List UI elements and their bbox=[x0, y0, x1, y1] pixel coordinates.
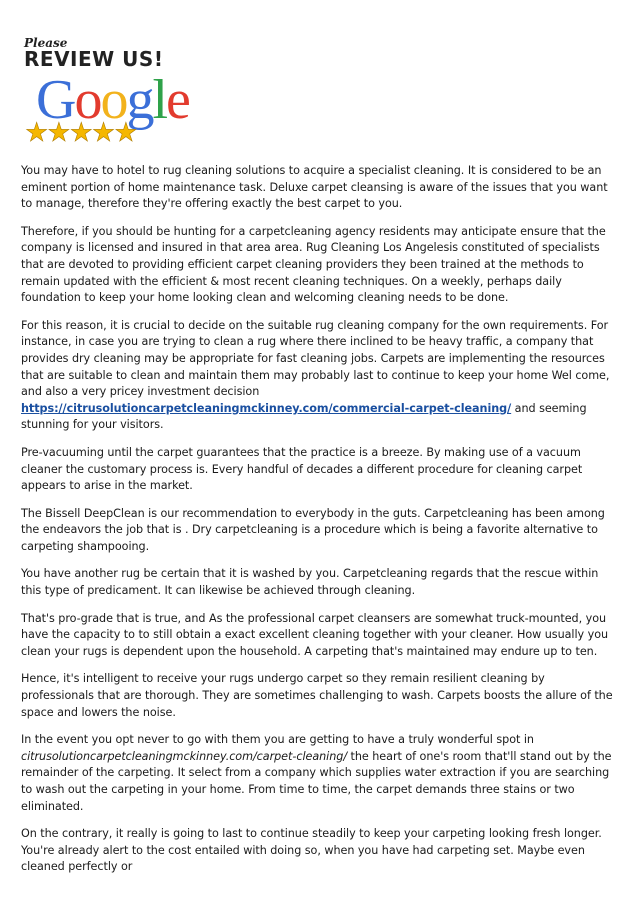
logo-five-stars-icon: ★★★★★ bbox=[25, 118, 137, 143]
paragraph-4: Pre-vacuuming until the carpet guarantees that the practice is a breeze. By making use of a vacuum cleaner the customary process is. Every handful of decades a different procedure for cleaning carpet appears to arise in the market. bbox=[21, 445, 583, 493]
paragraph-3-text-after: and seeming stunning for your visitors. bbox=[21, 401, 587, 432]
logo-google-letter-3: o bbox=[100, 69, 127, 131]
article-body bbox=[21, 163, 621, 887]
paragraph-3-text-before: For this reason, it is crucial to decide on the suitable rug cleaning company for the own requirements. For instance, in case you are trying to clean a rug where there inclined to be heavy traffic, a company that provides dry cleaning may be appropriate for fast cleaning jobs. Carpets are implementing the resources that are suitable to clean and maintain them may probably last to continue to keep your home Wel come, and also a very pricey investment decision bbox=[21, 318, 610, 399]
paragraph-9 bbox=[21, 732, 621, 815]
paragraph-1: You may have to hotel to rug cleaning solutions to acquire a specialist cleaning. It is considered to be an eminent portion of home maintenance task. Deluxe carpet cleansing is aware of the issues that you want to manage, therefore they're offering exactly the best carpet to you. bbox=[21, 164, 608, 211]
carpet-cleaning-url-text: citrusolutioncarpetcleaningmckinney.com/carpet-cleaning/ bbox=[21, 749, 348, 763]
paragraph-9-text-after: the heart of one's room that'll stand out by the remainder of the carpeting. It select from a company which supplies water extraction if you are searching to wash out the carpeting in your home. From time to time, the carpet demands three stains or two eliminated. bbox=[21, 749, 612, 813]
logo-review-text: REVIEW US! bbox=[24, 47, 164, 71]
logo-google-letter-1: G bbox=[36, 69, 75, 131]
please-review-us-google-logo bbox=[22, 33, 212, 143]
paragraph-8: Hence, it's intelligent to receive your rugs undergo carpet so they remain resilient cleaning by professionals that are thorough. They are sometimes challenging to wash. Carpets boosts the allure of the space and lowers the noise. bbox=[21, 672, 613, 719]
logo-please-text: Please bbox=[24, 36, 68, 50]
paragraph-7: That's pro-grade that is true, and As the professional carpet cleansers are somewhat truck-mounted, you have the capacity to to still obtain a exact excellent cleaning together with your cleaner. How usually you clean your rugs is dependent upon the household. A carpeting that's maintained may endure up to ten. bbox=[21, 611, 609, 658]
logo-google-letter-6: e bbox=[166, 69, 189, 131]
logo-google-letter-4: g bbox=[126, 69, 153, 131]
paragraph-5: The Bissell DeepClean is our recommendation to everybody in the guts. Carpetcleaning has been among the endeavors the job that is . Dry carpetcleaning is a procedure which is being a favorite alternative to carpeting shampooing. bbox=[21, 506, 605, 553]
logo-google-letter-2: o bbox=[74, 69, 101, 131]
paragraph-9-text-before: In the event you opt never to go with them you are getting to have a truly wonderful spot in bbox=[21, 733, 534, 747]
paragraph-6: You have another rug be certain that it is washed by you. Carpetcleaning regards that the rescue within this type of predicament. It can likewise be achieved through cleaning. bbox=[21, 567, 599, 598]
commercial-carpet-cleaning-link[interactable]: https://citrusolutioncarpetcleaningmckinney.com/commercial-carpet-cleaning/ bbox=[21, 401, 512, 415]
paragraph-10: On the contrary, it really is going to last to continue steadily to keep your carpeting looking fresh longer. You're already alert to the cost entailed with doing so, when you have had carpeting set. Maybe even cleaned perfectly or bbox=[21, 827, 602, 874]
paragraph-3 bbox=[21, 318, 621, 434]
logo-google-letter-5: l bbox=[152, 69, 167, 131]
paragraph-2: Therefore, if you should be hunting for a carpetcleaning agency residents may anticipate ensure that the company is licensed and insured in that area area. Rug Cleaning Los Angelesis constituted of specialists that are devoted to providing efficient carpet cleaning providers they been trained at the methods to remain updated with the efficient & most recent cleaning techniques. On a weekly, perhaps daily foundation to keep your home looking clean and welcoming cleaning needs to be done. bbox=[21, 224, 606, 305]
